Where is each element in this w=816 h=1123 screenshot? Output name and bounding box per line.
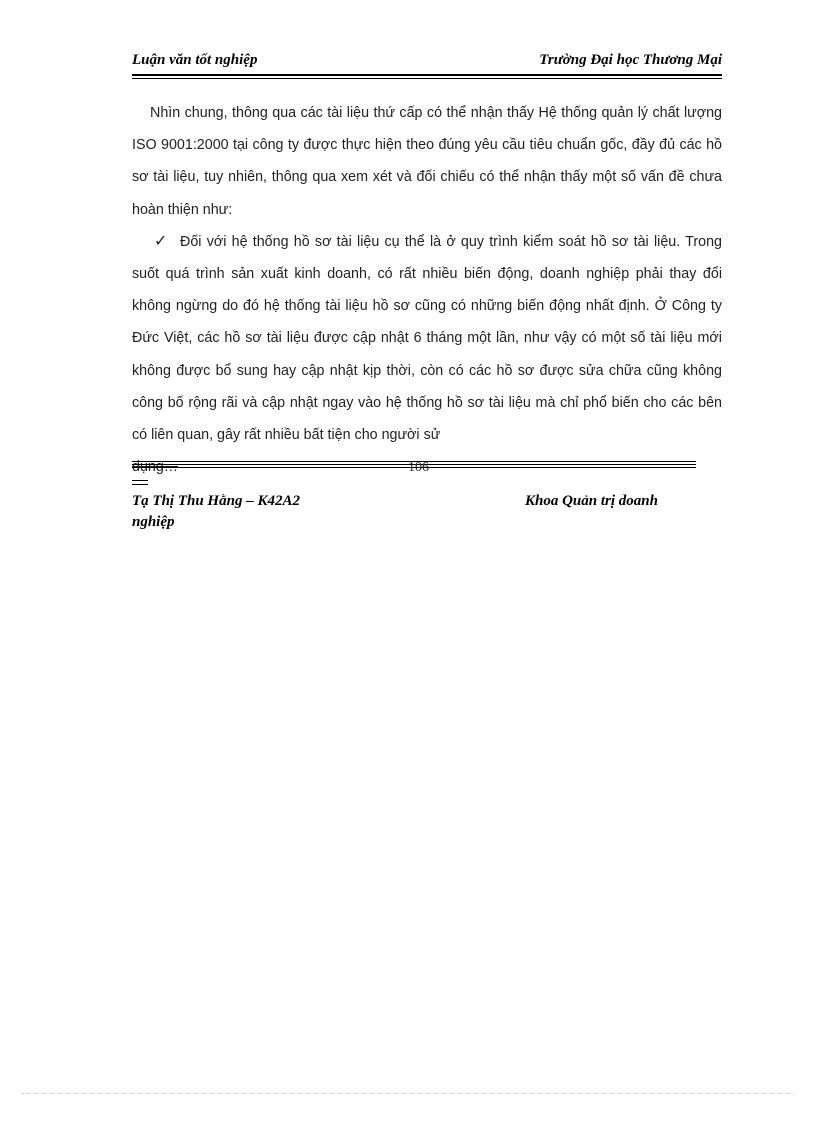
header-university: Trường Đại học Thương Mại [539,52,722,68]
body-text [132,97,722,483]
paragraph-bullet-text: Đối với hệ thống hồ sơ tài liệu cụ thể là ở quy trình kiểm soát hồ sơ tài liệu. Trong suốt quá trình sản xuất kinh doanh, có rất nhiều biến động, doanh nghiệp phải thay đổi không ngừng do đó hệ thống tài liệu hồ sơ cũng có những biến động nhất định. Ở Công ty Đức Việt, các hồ sơ tài liệu được cập nhật 6 tháng một lần, như vậy có một số tài liệu mới không được bổ sung hay cập nhật kịp thời, còn có các hồ sơ được sửa chữa cũng không công bố rộng rãi và cập nhật ngay vào hệ thống hồ sơ tài liệu mà chỉ phổ biến cho các bên có liên quan, gây rất nhiều bất tiện cho người sử [132,233,722,444]
header-rule-thin [132,78,722,79]
page-header [132,52,722,74]
footer-faculty-wrap: nghiệp [132,514,175,530]
last-line-text: dụng… [132,459,179,476]
footer-author: Tạ Thị Thu Hằng – K42A2 [132,493,300,509]
paragraph-summary: Nhìn chung, thông qua các tài liệu thứ cấp có thể nhận thấy Hệ thống quản lý chất lượng ISO 9001:2000 tại công ty được thực hiện theo đúng yêu cầu tiêu chuẩn gốc, đầy đủ các hồ sơ tài liệu, tuy nhiên, thông qua xem xét và đối chiếu có thể nhận thấy một số vấn đề chưa hoàn thiện như: [132,105,722,218]
paragraph-bullet [132,226,722,451]
footer-short-rule-1 [132,480,148,481]
footer-faculty: Khoa Quản trị doanh [525,493,658,509]
footer-short-rule-2 [132,484,148,485]
page-number: 106 [408,460,429,475]
header-rule-thick [132,74,722,76]
page-bottom-edge [22,1093,794,1094]
header-thesis-title: Luận văn tốt nghiệp [132,52,258,68]
checkmark-icon: ✓ [154,232,168,250]
